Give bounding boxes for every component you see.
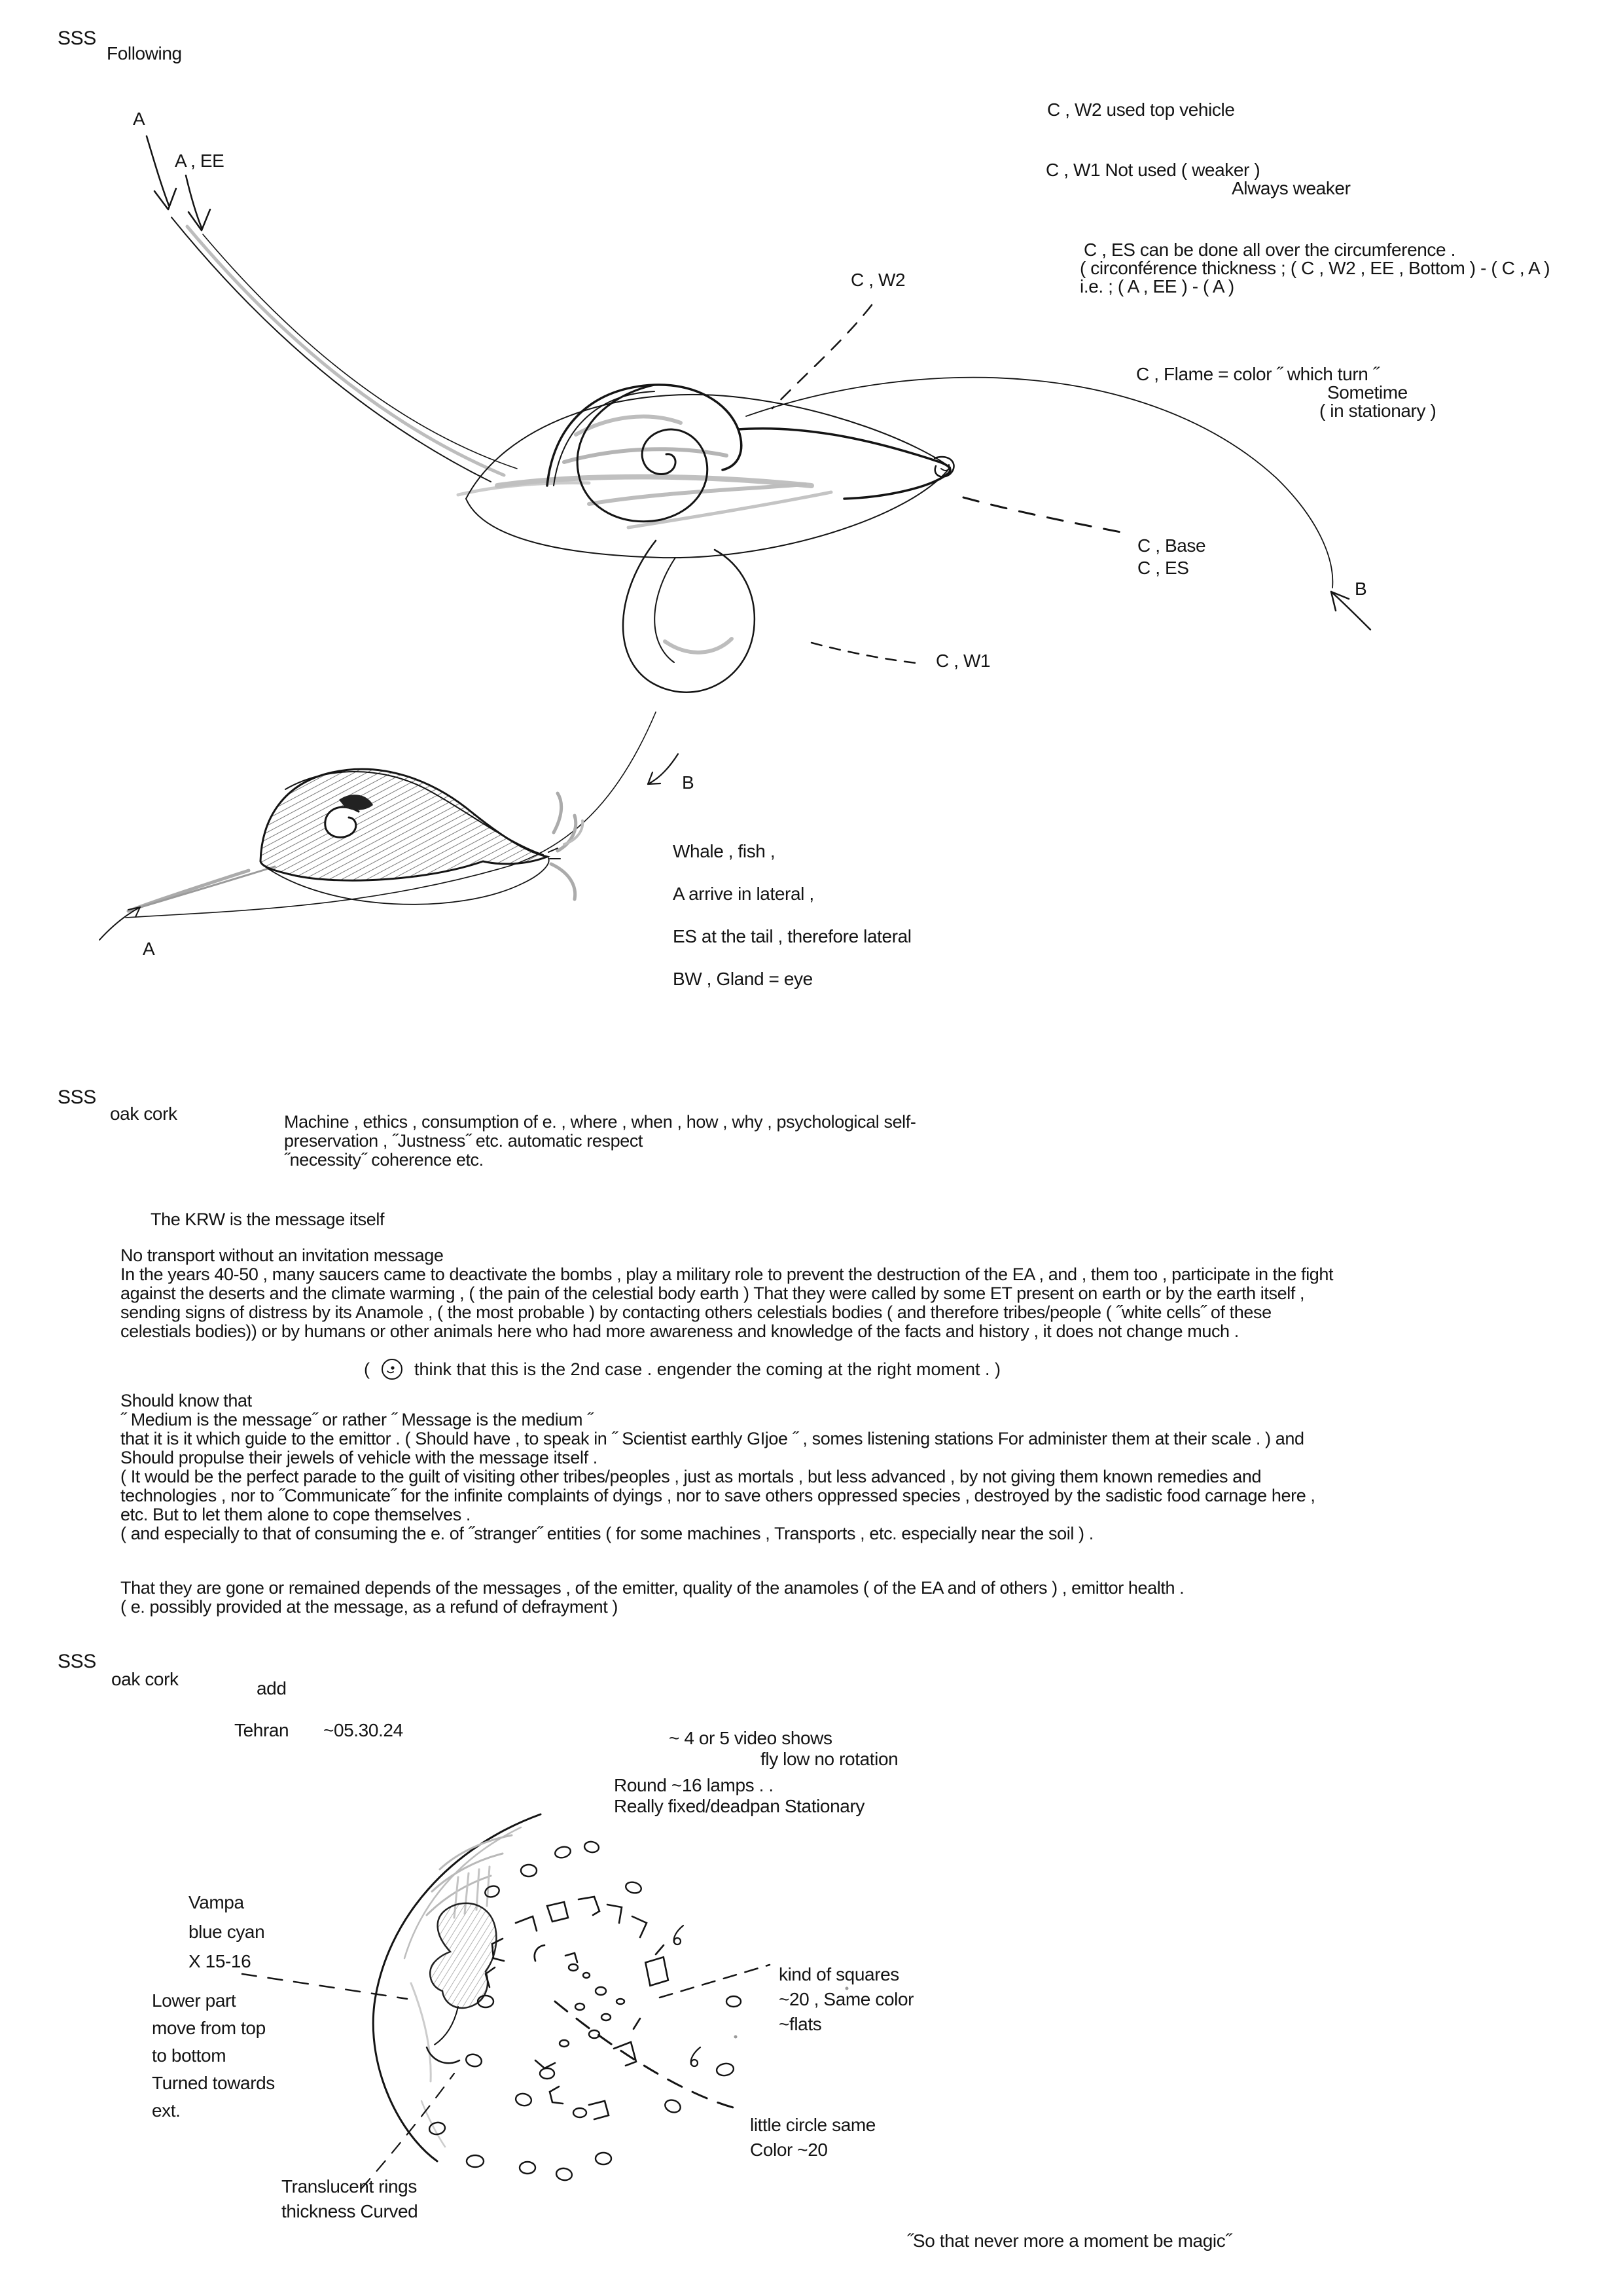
paragraph-line: Should propulse their jewels of vehicle with the message itself . [120, 1448, 597, 1467]
paragraph-line: ( e. possibly provided at the message, as a refund of defrayment ) [120, 1597, 618, 1617]
think-open-paren: ( [364, 1359, 370, 1379]
section2-subtitle: oak cork [110, 1103, 177, 1124]
think-line [364, 1356, 1001, 1382]
label-c-base: C , Base [1137, 535, 1206, 556]
note-es-2: ( circonférence thickness ; ( C , W2 , EE , Bottom ) - ( C , A ) [1080, 258, 1550, 278]
leader-squares [660, 1965, 770, 1998]
paragraph-line: That they are gone or remained depends of the messages , of the emitter, quality of the anamoles ( of the EA and of others ) , emittor health . [120, 1578, 1185, 1598]
lower-part-line: move from top [152, 2018, 266, 2038]
label-c-w1: C , W1 [936, 651, 991, 671]
tehran-label: Tehran [234, 1720, 289, 1740]
lower-part-line: Turned towards [152, 2073, 275, 2093]
label-c-es: C , ES [1137, 558, 1189, 578]
translucent-label [281, 2174, 418, 2224]
machine-line: preservation , ˝Justness˝ etc. automatic respect [284, 1131, 643, 1151]
paragraph-2 [120, 1391, 1315, 1543]
krw-line: The KRW is the message itself [151, 1210, 385, 1229]
paragraph-line: celestials bodies)) or by humans or other animals here who had more awareness and knowledge of the facts and history , it does not change much . [120, 1321, 1239, 1341]
paragraph-3 [120, 1579, 1184, 1617]
squares-line: ~flats [779, 2014, 822, 2034]
eye-circle-icon [379, 1356, 405, 1382]
date-label: ~05.30.24 [323, 1720, 403, 1740]
leader-c-w1 [812, 643, 921, 664]
arrow-b-whale-icon [648, 754, 678, 784]
paragraph-line: sending signs of distress by its Anamole , ( the most probable ) by contacting others celestials bodies ( and therefore tribes/people ( ˝white cells˝ of these [120, 1302, 1272, 1322]
paragraph-line: technologies , nor to ˝Communicate˝ for the infinite complaints of dyings , nor to save others oppressed species , destroyed by the sadistic food carnage here , [120, 1486, 1315, 1505]
machine-line: Machine , ethics , consumption of e. , where , when , how , why , psychological self- [284, 1112, 916, 1132]
vampa-line: Vampa [188, 1892, 244, 1912]
squares-line: ~20 , Same color [779, 1989, 914, 2009]
paragraph-line: that it is it which guide to the emittor . ( Should have , to speak in ˝ Scientist earthly GIjoe ˝ , somes listening stations For administer them at their scale . ) and [120, 1429, 1304, 1448]
leader-c-w2 [772, 305, 872, 408]
add-note: add [257, 1678, 287, 1698]
paragraph-line: ˝ Medium is the message˝ or rather ˝ Message is the medium ˝ [120, 1410, 593, 1429]
label-b: B [1355, 579, 1367, 599]
note-es-3: i.e. ; ( A , EE ) - ( A ) [1080, 276, 1234, 296]
whale-note-line: BW , Gland = eye [673, 969, 813, 989]
whale-note-line: A arrive in lateral , [673, 884, 814, 904]
little-circle-line: Color ~20 [750, 2140, 828, 2160]
lower-part-label [152, 1987, 275, 2125]
paragraph-1 [120, 1246, 1333, 1341]
little-circle-label [750, 2113, 876, 2162]
paragraph-line: Should know that [120, 1391, 252, 1410]
note-w1-not-used: C , W1 Not used ( weaker ) [1046, 160, 1260, 180]
lower-part-line: to bottom [152, 2045, 226, 2066]
six-marks [674, 1926, 700, 2066]
paragraph-line: In the years 40-50 , many saucers came to deactivate the bombs , play a military role to prevent the destruction of the EA , and , them too , participate in the fight [120, 1265, 1334, 1284]
section1-title: Following [107, 43, 182, 63]
round-note-2: Really fixed/deadpan Stationary [614, 1796, 865, 1816]
note-flame-1: C , Flame = color ˝ which turn ˝ [1136, 364, 1379, 384]
think-text: think that this is the 2nd case . engender the coming at the right moment . ) [414, 1359, 1001, 1379]
video-note-1: ~ 4 or 5 video shows [669, 1728, 832, 1748]
lower-part-line: Lower part [152, 1990, 236, 2011]
vampa-line: X 15-16 [188, 1951, 251, 1971]
machine-line: ˝necessity˝ coherence etc. [284, 1150, 484, 1170]
section3-subtitle: oak cork [111, 1669, 179, 1689]
whale-sketch [99, 712, 678, 940]
whale-notes [673, 830, 912, 1000]
vampa-blob [430, 1903, 496, 2008]
whale-note-line: Whale , fish , [673, 841, 776, 861]
label-a-whale: A [143, 939, 155, 959]
closing-quote: ˝So that never more a moment be magic˝ [907, 2231, 1232, 2251]
paragraph-line: against the deserts and the climate warming , ( the pain of the celestial body earth ) That they were called by some ET present on earth or by the earth itself , [120, 1283, 1305, 1303]
note-flame-2: Sometime [1327, 382, 1408, 403]
squares-line: kind of squares [779, 1964, 899, 1984]
little-circle-line: little circle same [750, 2115, 876, 2135]
paragraph-line: ( It would be the perfect parade to the guilt of visiting other tribes/peoples , just as mortals , but less advanced , by not giving them known remedies and [120, 1467, 1262, 1486]
paragraph-line: ( and especially to that of consuming the e. of ˝stranger˝ entities ( for some machines , Transports , etc. especially near the soil ) . [120, 1524, 1094, 1543]
machine-paragraph [284, 1113, 916, 1170]
paragraph-line: No transport without an invitation message [120, 1246, 444, 1265]
note-w2-used: C , W2 used top vehicle [1047, 99, 1235, 120]
arrow-a-ee-icon [186, 175, 210, 230]
round-note-1: Round ~16 lamps . . [614, 1775, 774, 1795]
leader-c-base [963, 497, 1131, 534]
vampa-label [188, 1888, 264, 1976]
translucent-line: thickness Curved [281, 2201, 418, 2221]
lower-part-line: ext. [152, 2100, 181, 2121]
paragraph-line: etc. But to let them alone to cope themselves . [120, 1505, 471, 1524]
video-note-2: fly low no rotation [760, 1749, 899, 1769]
arrow-a-whale-icon [99, 907, 140, 940]
squares-label [779, 1962, 914, 2037]
label-b-whale: B [682, 772, 694, 793]
lamp-circles [429, 1840, 741, 2181]
vampa-line: blue cyan [188, 1922, 265, 1942]
note-flame-3: ( in stationary ) [1319, 401, 1436, 421]
section2-marker: SSS [58, 1086, 96, 1108]
label-a-ee: A , EE [175, 151, 224, 171]
note-always-weaker: Always weaker [1232, 178, 1351, 198]
leader-little-circle [555, 2001, 738, 2109]
translucent-line: Translucent rings [281, 2176, 417, 2197]
vortex-sketch [147, 136, 1370, 692]
section3-marker: SSS [58, 1651, 96, 1672]
note-es-1: C , ES can be done all over the circumference . [1084, 240, 1455, 260]
square-marks [486, 1897, 671, 2119]
arrow-a-top-icon [147, 136, 176, 209]
section1-marker: SSS [58, 27, 96, 49]
label-a: A [133, 109, 145, 129]
whale-note-line: ES at the tail , therefore lateral [673, 926, 912, 946]
label-c-w2: C , W2 [851, 270, 906, 290]
